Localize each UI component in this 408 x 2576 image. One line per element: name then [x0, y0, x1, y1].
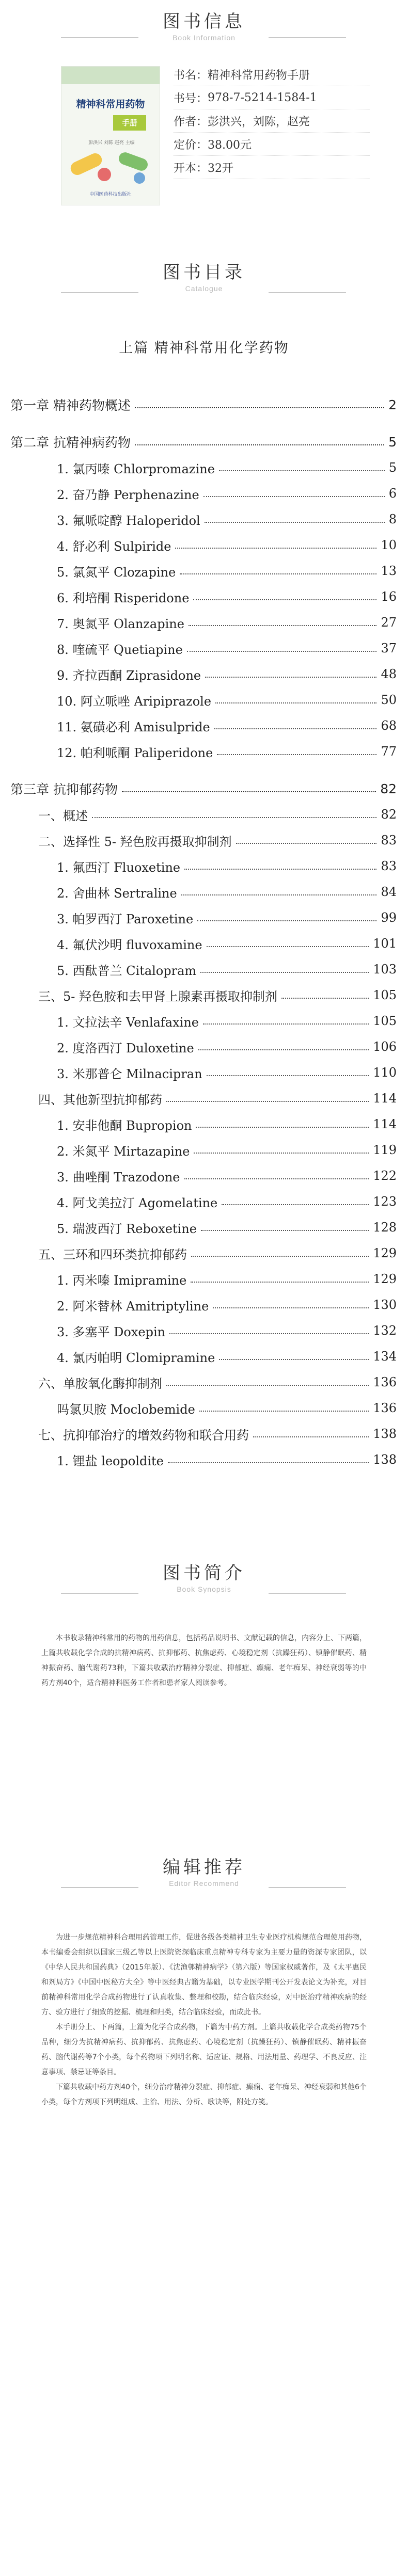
toc-leader-dots [215, 702, 376, 703]
catalogue-heading [0, 258, 408, 293]
toc-leader-dots [187, 651, 377, 652]
toc-page-number: 128 [373, 1220, 397, 1235]
toc-page-number: 84 [381, 885, 397, 899]
toc-leader-dots [166, 1101, 369, 1102]
toc-leader-dots [198, 1049, 369, 1050]
toc-page-number: 5 [388, 434, 397, 450]
toc-entry-title: 三、5- 羟色胺和去甲肾上腺素再摄取抑制剂 [38, 989, 278, 1004]
toc-page-number: 82 [381, 807, 397, 822]
toc-item [57, 1449, 397, 1470]
toc-item [57, 856, 397, 876]
toc-leader-dots [189, 625, 377, 626]
toc-leader-dots [203, 1023, 369, 1025]
info-value: 精神科常用药物手册 [208, 69, 310, 82]
pill-icon [98, 168, 111, 181]
toc-entry-title: 六、单胺氧化酶抑制剂 [38, 1376, 162, 1391]
toc-item [57, 664, 397, 684]
toc-page-number: 138 [373, 1427, 397, 1441]
toc-entry-title: 4. 氟伏沙明 fluvoxamine [57, 937, 202, 952]
toc-item [57, 1217, 397, 1238]
toc-page-number: 83 [381, 833, 397, 847]
toc-item [57, 561, 397, 581]
toc-entry-title: 五、三环和四环类抗抑郁药 [38, 1247, 187, 1262]
toc-page-number: 105 [373, 988, 397, 1002]
part-title: 上篇 精神科常用化学药物 [119, 340, 289, 356]
toc-entry-title: 第三章 抗抑郁药物 [10, 782, 118, 797]
info-label: 书号： [174, 92, 208, 105]
toc-entry-title: 2. 度洛西汀 Duloxetine [57, 1041, 194, 1055]
intro-heading [0, 1559, 408, 1593]
toc-leader-dots [180, 573, 376, 574]
toc-page-number: 101 [373, 936, 397, 951]
toc-entry-title: 6. 利培酮 Risperidone [57, 590, 190, 605]
toc-item [57, 612, 397, 633]
divider [61, 1593, 138, 1594]
toc-page-number: 138 [373, 1452, 397, 1467]
toc-page-number: 6 [388, 486, 397, 501]
toc-entry-title: 2. 奋乃静 Perphenazine [57, 487, 199, 502]
toc-leader-dots [214, 728, 377, 729]
toc-page-number: 50 [381, 693, 397, 707]
toc-entry-title: 5. 氯氮平 Clozapine [57, 565, 176, 580]
toc-item [57, 690, 397, 710]
cover-authors: 彭洪兴 刘陈 赵亮 主编 [88, 140, 135, 146]
toc-section [38, 1088, 397, 1109]
toc-entry-title: 11. 氨磺必利 Amisulpride [57, 719, 210, 734]
toc-item [57, 1398, 397, 1418]
toc-item [57, 1140, 397, 1160]
toc-entry-title: 七、抗抑郁治疗的增效药物和联合用药 [38, 1428, 249, 1443]
toc-leader-dots [281, 998, 369, 999]
toc-page-number: 130 [373, 1298, 397, 1312]
toc-leader-dots [166, 1385, 369, 1386]
toc-page-number: 8 [388, 512, 397, 526]
info-row-author [174, 109, 370, 133]
toc-section [38, 1423, 397, 1444]
divider [61, 37, 138, 38]
toc-page-number: 129 [373, 1246, 397, 1260]
toc-page-number: 134 [373, 1349, 397, 1364]
toc-page-number: 114 [373, 1117, 397, 1131]
toc-item [57, 741, 397, 762]
toc-leader-dots [207, 946, 369, 947]
cover-badge: 手册 [113, 115, 146, 131]
toc-item [57, 907, 397, 928]
cover-title: 精神科常用药物 [76, 99, 145, 110]
toc-leader-dots [219, 470, 385, 471]
toc-entry-title: 7. 奥氮平 Olanzapine [57, 616, 184, 631]
toc-leader-dots [194, 1153, 369, 1154]
toc-page-number: 105 [373, 1014, 397, 1028]
info-value: 彭洪兴，刘陈，赵亮 [208, 115, 310, 129]
toc-entry-title: 1. 丙米嗪 Imipramine [57, 1273, 187, 1288]
catalogue-subtitle: Catalogue [185, 284, 223, 293]
toc-leader-dots [217, 754, 376, 755]
toc-item [57, 1011, 397, 1031]
toc-section [38, 1372, 397, 1393]
info-label: 书名： [174, 69, 208, 82]
toc-page-number: 37 [381, 641, 397, 655]
toc-item [57, 882, 397, 902]
toc-item [57, 1062, 397, 1083]
toc-entry-title: 2. 舍曲林 Sertraline [57, 886, 177, 901]
toc-page-number: 132 [373, 1323, 397, 1338]
intro-title: 图书简介 [163, 1563, 245, 1583]
toc-entry-title: 1. 锂盐 leopoldite [57, 1453, 164, 1468]
toc-chapter [10, 431, 397, 452]
toc-item [57, 483, 397, 504]
catalogue-title: 图书目录 [163, 262, 245, 283]
toc-entry-title: 2. 米氮平 Mirtazapine [57, 1144, 190, 1159]
toc-entry-title: 3. 氟哌啶醇 Haloperidol [57, 513, 200, 528]
cover-band [61, 67, 160, 84]
toc-leader-dots [196, 1127, 369, 1128]
toc-leader-dots [207, 1075, 369, 1076]
toc-entry-title: 1. 安非他酮 Bupropion [57, 1118, 192, 1133]
toc-section [38, 985, 397, 1005]
editor-heading [0, 1853, 408, 1887]
toc-section [38, 1243, 397, 1263]
toc-entry-title: 四、其他新型抗抑郁药 [38, 1092, 162, 1107]
toc-page-number: 119 [373, 1143, 397, 1157]
toc-leader-dots [191, 1282, 369, 1283]
toc-page-number: 83 [381, 859, 397, 873]
toc-page-number: 129 [373, 1272, 397, 1286]
book-info-list [174, 63, 370, 179]
toc-leader-dots [199, 1411, 369, 1412]
toc-page-number: 99 [381, 910, 397, 925]
toc-item [57, 638, 397, 659]
info-label: 开本： [174, 162, 208, 175]
info-row-price [174, 133, 370, 156]
toc-entry-title: 吗氯贝胺 Moclobemide [57, 1402, 195, 1417]
toc-leader-dots [92, 817, 376, 818]
toc-item [57, 1346, 397, 1367]
toc-leader-dots [168, 1462, 369, 1463]
toc-item [57, 1294, 397, 1315]
toc-item [57, 1320, 397, 1341]
toc-entry-title: 第一章 精神药物概述 [10, 398, 131, 413]
toc-leader-dots [205, 522, 385, 523]
toc-leader-dots [122, 791, 376, 792]
editor-subtitle: Editor Recommend [169, 1879, 239, 1887]
toc-entry-title: 一、概述 [38, 808, 88, 823]
book-info-subtitle: Book Information [172, 34, 236, 42]
toc-leader-dots [184, 1178, 369, 1179]
info-value: 32开 [208, 162, 234, 175]
info-row-title [174, 63, 370, 86]
toc-entry-title: 1. 文拉法辛 Venlafaxine [57, 1015, 199, 1030]
toc-item [57, 1191, 397, 1212]
toc-entry-title: 1. 氟西汀 Fluoxetine [57, 860, 181, 875]
pill-icon [117, 151, 150, 172]
divider [61, 1887, 138, 1888]
toc-leader-dots [203, 496, 385, 497]
toc-item [57, 933, 397, 954]
toc-leader-dots [253, 1436, 369, 1437]
toc-page-number: 16 [381, 589, 397, 604]
divider [269, 1887, 346, 1888]
intro-paragraph: 本书收录精神科常用的药物的用药信息，包括药品说明书、文献记载的信息，内容分上、下两篇，上篇共收载化学合成的抗精神病药、抗抑郁药、抗焦虑药、心境稳定剂（抗躁狂药）、镇静催眠药、精神振奋药、脑代谢药73种，下篇共收载治疗精神分裂症、抑郁症、癫痫、老年痴呆、神经衰弱等的中药方剂40个，适合精神科医务工作者和患者家人阅读参考。 [41, 1634, 367, 1687]
divider [61, 292, 138, 293]
toc-item [57, 586, 397, 607]
toc-leader-dots [184, 869, 376, 870]
intro-text [41, 1631, 367, 1691]
toc-page-number: 77 [381, 744, 397, 759]
editor-paragraph: 下篇共收载中药方剂40个，细分治疗精神分裂症、抑郁症、癫痫、老年痴呆、神经衰弱和其他6个小类，每个方剂项下列明组成、主治、用法、分析、歌诀等，附处方笺。 [41, 2083, 367, 2106]
toc-leader-dots [213, 1307, 369, 1308]
toc-page-number: 82 [380, 781, 397, 796]
divider [269, 1593, 346, 1594]
toc-item [57, 1165, 397, 1186]
toc-page-number: 10 [381, 538, 397, 552]
info-label: 定价： [174, 138, 208, 152]
toc-page-number: 106 [373, 1039, 397, 1054]
toc-leader-dots [135, 407, 384, 408]
toc-page-number: 27 [381, 615, 397, 630]
info-row-isbn [174, 86, 370, 109]
toc-leader-dots [135, 444, 384, 445]
toc-section [38, 804, 397, 825]
toc-item [57, 1036, 397, 1057]
info-value: 38.00元 [208, 138, 252, 152]
toc-leader-dots [181, 894, 377, 895]
toc-item [57, 715, 397, 736]
toc-item [57, 959, 397, 980]
toc-entry-title: 3. 曲唑酮 Trazodone [57, 1170, 180, 1185]
toc-entry-title: 5. 瑞波西汀 Reboxetine [57, 1221, 197, 1236]
divider [269, 292, 346, 293]
editor-paragraph: 为进一步规范精神科合理用药管理工作，促进各级各类精神卫生专业医疗机构规范合理使用药物，本书编委会组织以国家三级乙等以上医院资深临床重点精神专科专家为主要力量的资深专家团队，以《中华人民共和国药典》（2015年版）、《沈渔邨精神病学》（第六版）等国家权威著作，及《太平惠民和剂局方》《中国中医秘方大全》等中医经典古籍为基础，以专业医学期刊公开发表论文为补充，对目前精神科常用化学合成药物进行了认真收集、整理和校勘，结合临床经验，对中医治疗精神疾病的经方、验方进行了细致的挖掘、梳理和归类，结合临床经验，而成此书。 [41, 1933, 367, 2017]
info-row-format [174, 156, 370, 179]
toc-page-number: 2 [388, 397, 397, 412]
toc-entry-title: 5. 西酞普兰 Citalopram [57, 963, 197, 978]
toc-entry-title: 4. 舒必利 Sulpiride [57, 539, 171, 554]
toc-leader-dots [175, 548, 376, 549]
toc-entry-title: 3. 帕罗西汀 Paroxetine [57, 911, 194, 926]
toc-leader-dots [200, 972, 369, 973]
toc-entry-title: 10. 阿立哌唑 Aripiprazole [57, 694, 212, 709]
toc-page-number: 136 [373, 1401, 397, 1415]
toc-item [57, 509, 397, 530]
toc-entry-title: 8. 喹硫平 Quetiapine [57, 642, 183, 657]
info-value: 978-7-5214-1584-1 [208, 91, 317, 104]
info-label: 作者： [174, 115, 208, 129]
toc-item [57, 457, 397, 478]
toc-entry-title: 1. 氯丙嗪 Chlorpromazine [57, 461, 215, 476]
toc-leader-dots [236, 843, 377, 844]
intro-subtitle: Book Synopsis [177, 1585, 231, 1593]
editor-paragraph: 本手册分上、下两篇，上篇为化学合成药物，下篇为中药方剂。上篇共收载化学合成类药物75个品种，细分为抗精神病药、抗抑郁药、抗焦虑药、心境稳定剂（抗躁狂药）、镇静催眠药、精神振奋药、脑代谢药等7个小类，每个药物项下列明名称、适应证、规格、用法用量、药理学、不良反应、注意事项、禁忌证等条目。 [41, 2023, 367, 2076]
toc-chapter [10, 778, 397, 799]
book-info-heading [0, 7, 408, 42]
toc-chapter [10, 394, 397, 415]
toc-entry-title: 4. 阿戈美拉汀 Agomelatine [57, 1195, 218, 1210]
toc-leader-dots [169, 1333, 369, 1334]
toc-item [57, 535, 397, 555]
toc-entry-title: 4. 氯丙帕明 Clomipramine [57, 1350, 215, 1365]
toc-page-number: 136 [373, 1375, 397, 1389]
toc-page-number: 103 [373, 962, 397, 977]
toc-item [57, 1269, 397, 1289]
toc-page-number: 110 [373, 1065, 397, 1080]
toc-page-number: 13 [381, 564, 397, 578]
toc-leader-dots [193, 599, 376, 600]
toc-page-number: 68 [381, 718, 397, 733]
book-info-title: 图书信息 [163, 11, 245, 32]
toc-page-number: 122 [373, 1169, 397, 1183]
toc-entry-title: 3. 米那普仑 Milnacipran [57, 1066, 202, 1081]
toc-entry-title: 3. 多塞平 Doxepin [57, 1324, 166, 1339]
toc-item [57, 1114, 397, 1134]
cover-publisher: 中国医药科技出版社 [89, 192, 132, 197]
toc-entry-title: 9. 齐拉西酮 Ziprasidone [57, 668, 201, 683]
toc-leader-dots [201, 1230, 369, 1231]
toc-page-number: 48 [381, 667, 397, 681]
toc-leader-dots [197, 920, 376, 921]
toc-leader-dots [205, 677, 376, 678]
toc-entry-title: 12. 帕利哌酮 Paliperidone [57, 745, 213, 760]
toc-entry-title: 第二章 抗精神病药物 [10, 435, 131, 450]
toc-entry-title: 2. 阿米替林 Amitriptyline [57, 1299, 209, 1314]
editor-title: 编辑推荐 [163, 1857, 245, 1878]
divider [269, 37, 346, 38]
book-cover [61, 66, 160, 205]
toc-section [38, 830, 397, 851]
toc-page-number: 114 [373, 1091, 397, 1106]
toc-page-number: 123 [373, 1194, 397, 1209]
toc-leader-dots [219, 1359, 369, 1360]
toc-entry-title: 二、选择性 5- 羟色胺再摄取抑制剂 [38, 834, 232, 849]
editor-text [41, 1930, 367, 2110]
toc-leader-dots [191, 1256, 369, 1257]
toc-leader-dots [222, 1204, 369, 1205]
toc-page-number: 5 [388, 460, 397, 475]
pill-icon [134, 172, 145, 184]
